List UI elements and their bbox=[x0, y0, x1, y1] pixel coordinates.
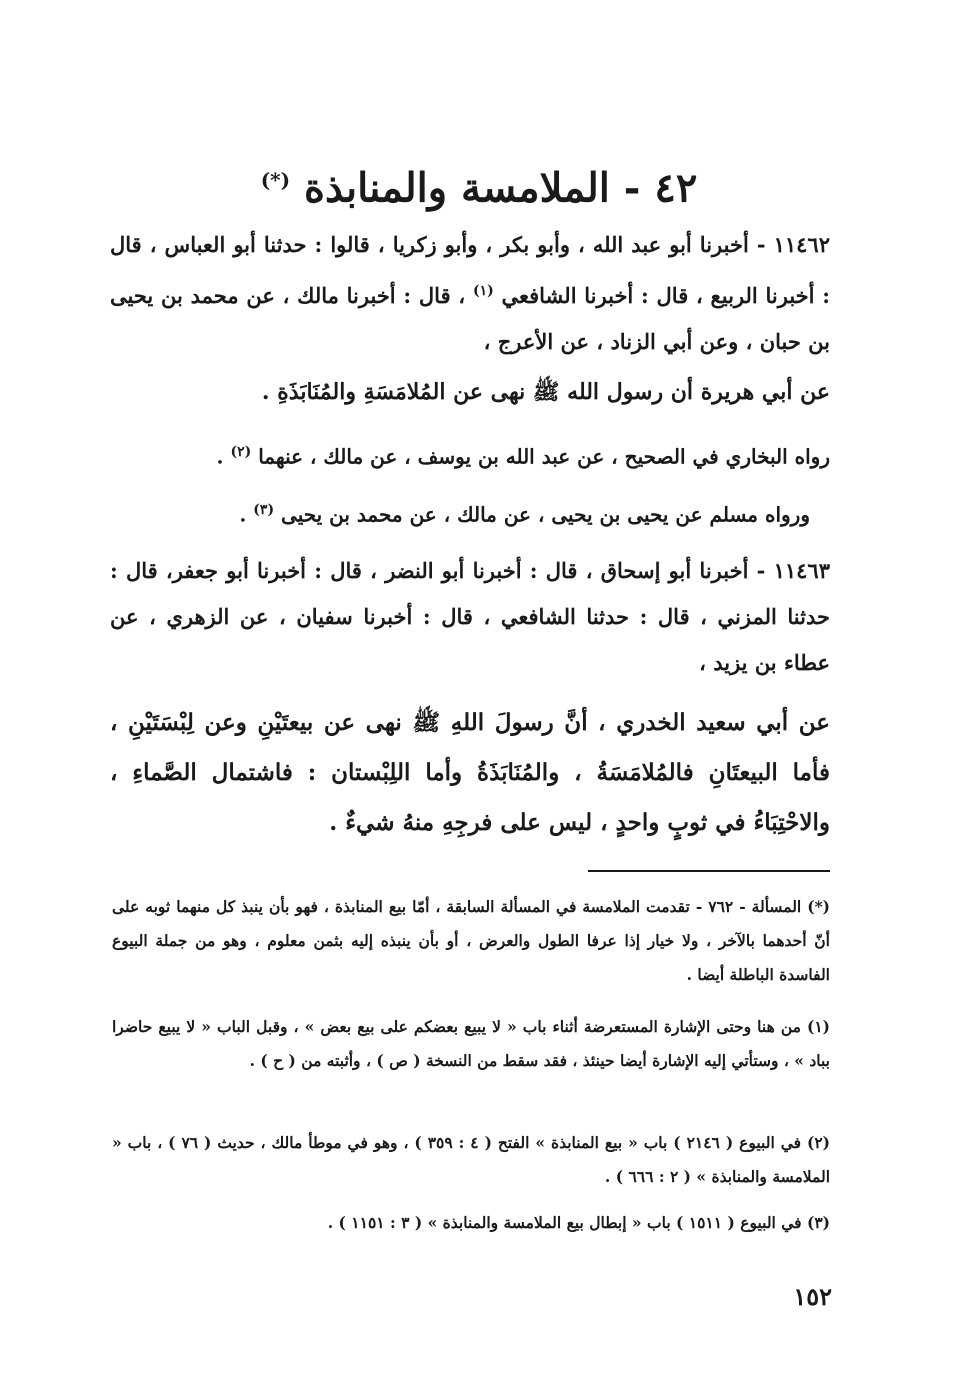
chapter-title bbox=[0, 150, 958, 218]
footnote-ref-1: (١) bbox=[472, 283, 494, 299]
narration-bukhari bbox=[110, 430, 830, 479]
narration-text: ورواه مسلم عن يحيى بن يحيى ، عن مالك ، عن محمد بن يحيى bbox=[281, 502, 810, 527]
hadith-text-2: عن أبي سعيد الخدري ، أنَّ رسولَ اللهِ ﷺ نهى عن بيعتَيْنِ وعن لِبْسَتَيْنِ ، فأما البيعتَانِ فالمُلامَسَةُ ، والمُنَابَذَةُ وأما اللِبْستان : فاشتمال الصَّماءِ ، والاحْتِبَاءُ في ثوبٍ واحدٍ ، ليس على فرجِهِ منهُ شيءٌ . bbox=[110, 709, 830, 836]
footnote-3: (٣) في البيوع ( ١٥١١ ) باب « إبطال بيع الملامسة والمنابذة » ( ٣ : ١١٥١ ) . bbox=[327, 1213, 830, 1232]
footnote-ref-3: (٣) bbox=[253, 502, 275, 518]
chapter-title-text: ٤٢ - الملامسة والمنابذة bbox=[304, 164, 698, 212]
entry-text-continued: ، قال : أخبرنا مالك ، عن محمد بن يحيى بن حبان ، وعن أبي الزناد ، عن الأعرج ، bbox=[110, 283, 830, 354]
footnote-divider bbox=[588, 870, 830, 872]
hadith-text-1: عن أبي هريرة أن رسول الله ﷺ نهى عن المُلامَسَةِ والمُنَابَذَةِ . bbox=[261, 379, 830, 405]
entry-text: ١١٤٦٢ - أخبرنا أبو عبد الله ، وأبو بكر ، وأبو زكريا ، قالوا : حدثنا أبو العباس ، قال : أخبرنا الربيع ، قال : أخبرنا الشافعي bbox=[110, 232, 830, 308]
footnote-ref-2: (٢) bbox=[230, 444, 252, 460]
footnote-2: (٢) في البيوع ( ٢١٤٦ ) باب « بيع المنابذة » الفتح ( ٤ : ٣٥٩ ) ، وهو في موطأ مالك ، حديث ( ٧٦ ) ، باب « الملامسة والمنابذة » ( ٢ : ٦٦٦ ) . bbox=[112, 1133, 830, 1186]
hadith-entry-11463 bbox=[110, 548, 830, 686]
hadith-entry-11462 bbox=[110, 222, 830, 365]
entry-text: ١١٤٦٣ - أخبرنا أبو إسحاق ، قال : أخبرنا أبو النضر ، قال : أخبرنا أبو جعفر، قال : حدثنا المزني ، قال : حدثنا الشافعي ، قال : أخبرنا سفيان ، عن الزهري ، عن عطاء بن يزيد ، bbox=[110, 558, 830, 675]
page-number: ١٥٢ bbox=[793, 1282, 832, 1311]
narration-end: . bbox=[239, 502, 247, 527]
narration-end: . bbox=[216, 444, 224, 469]
title-footnote-mark: (*) bbox=[260, 168, 291, 192]
narration-muslim bbox=[110, 488, 810, 537]
footnote-1: (١) من هنا وحتى الإشارة المستعرضة أثناء باب « لا يبيع بعضكم على بيع بعض » ، وقبل الباب « لا يبيع حاضرا بباد » ، وستأتي إليه الإشارة أيضا حينئذ ، فقد سقط من النسخة ( ص ) ، وأثبته من ( ح ) . bbox=[112, 1017, 830, 1070]
footnote-star: (*) المسألة - ٧٦٢ - تقدمت الملامسة في المسألة السابقة ، أمّا بيع المنابذة ، فهو بأن ينبذ كل منهما ثوبه على أنّ أحدهما بالآخر ، ولا خيار إذا عرفا الطول والعرض ، أو بأن ينبذه إليه بثمن معلوم ، وهو من جملة البيوع الفاسدة الباطلة أيضا . bbox=[112, 897, 831, 984]
narration-text: رواه البخاري في الصحيح ، عن عبد الله بن يوسف ، عن مالك ، عنهما bbox=[258, 444, 830, 469]
